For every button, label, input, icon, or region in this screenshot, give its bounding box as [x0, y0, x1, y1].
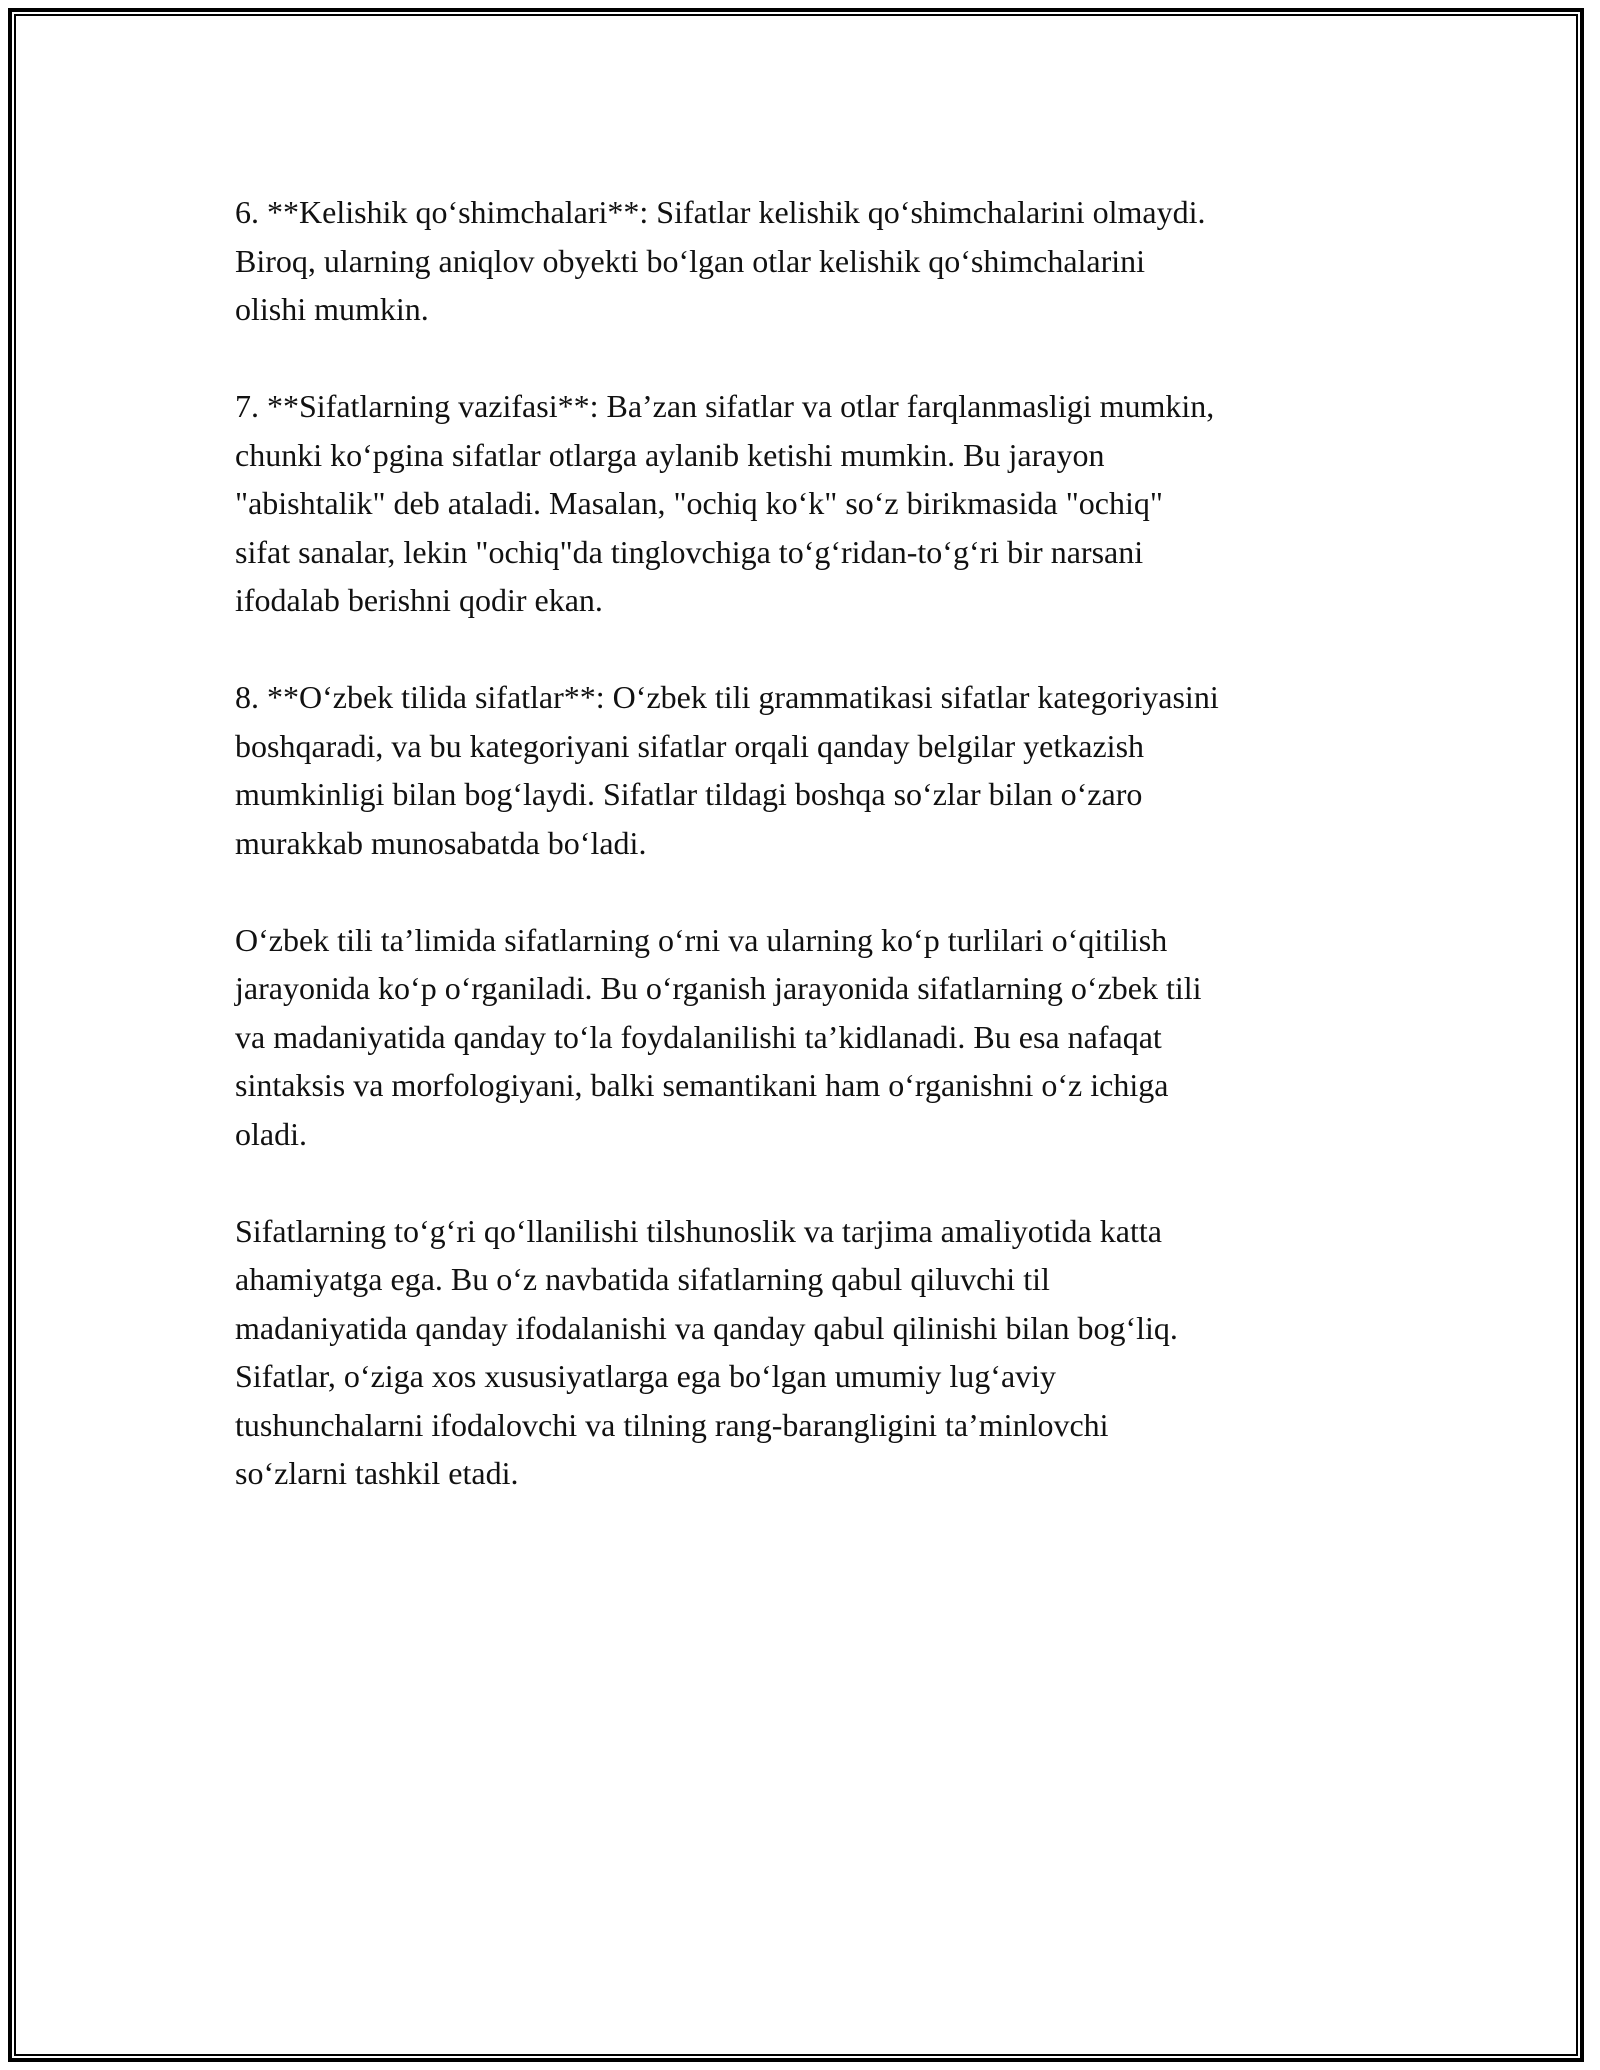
paragraph-correct-usage: Sifatlarning to‘g‘ri qo‘llanilishi tilshunoslik va tarjima amaliyotida katta ahamiyatga ega. Bu o‘z navbatida sifatlarning qabul qiluvchi til madaniyatida qanday ifodalanishi va qanday qabul qilinishi bilan bog‘liq. Sifatlar, o‘ziga xos xususiyatlarga ega bo‘lgan umumiy lug‘aviy tushunchalarni ifodalovchi va tilning rang-barangligini ta’minlovchi so‘zlarni tashkil etadi. — [235, 1212, 1178, 1491]
paragraph-uzbek-education: O‘zbek tili ta’limida sifatlarning o‘rni va ularning ko‘p turlilari o‘qitilish jarayonida ko‘p o‘rganiladi. Bu o‘rganish jarayonida sifatlarning o‘zbek tili va madaniyatida qanday to‘la foydalanilishi ta’kidlanadi. Bu esa nafaqat sintaksis va morfologiyani, balki semantikani ham o‘rganishni o‘z ichiga oladi. — [235, 921, 1202, 1152]
paragraph-item-7-adjective-function: 7. **Sifatlarning vazifasi**: Ba’zan sifatlar va otlar farqlanmasligi mumkin, chunki ko‘pgina sifatlar otlarga aylanib ketishi mumkin. Bu jarayon "abishtalik" deb ataladi. Masalan, "ochiq ko‘k" so‘z birikmasida "ochiq" sifat sanalar, lekin "ochiq"da tinglovchiga to‘g‘ridan-to‘g‘ri bir narsani ifodalab berishni qodir ekan. — [235, 388, 1215, 618]
paragraph-item-6-case-suffixes: 6. **Kelishik qo‘shimchalari**: Sifatlar kelishik qo‘shimchalarini olmaydi. Biroq, ularning aniqlov obyekti bo‘lgan otlar kelishik qo‘shimchalarini olishi mumkin. — [235, 194, 1206, 327]
document-body — [235, 188, 1375, 1546]
paragraph-item-8-adjectives-in-uzbek: 8. **O‘zbek tilida sifatlar**: O‘zbek tili grammatikasi sifatlar kategoriyasini boshqaradi, va bu kategoriyani sifatlar orqali qanday belgilar yetkazish mumkinligi bilan bog‘laydi. Sifatlar tildagi boshqa so‘zlar bilan o‘zaro murakkab munosabatda bo‘ladi. — [235, 679, 1219, 861]
